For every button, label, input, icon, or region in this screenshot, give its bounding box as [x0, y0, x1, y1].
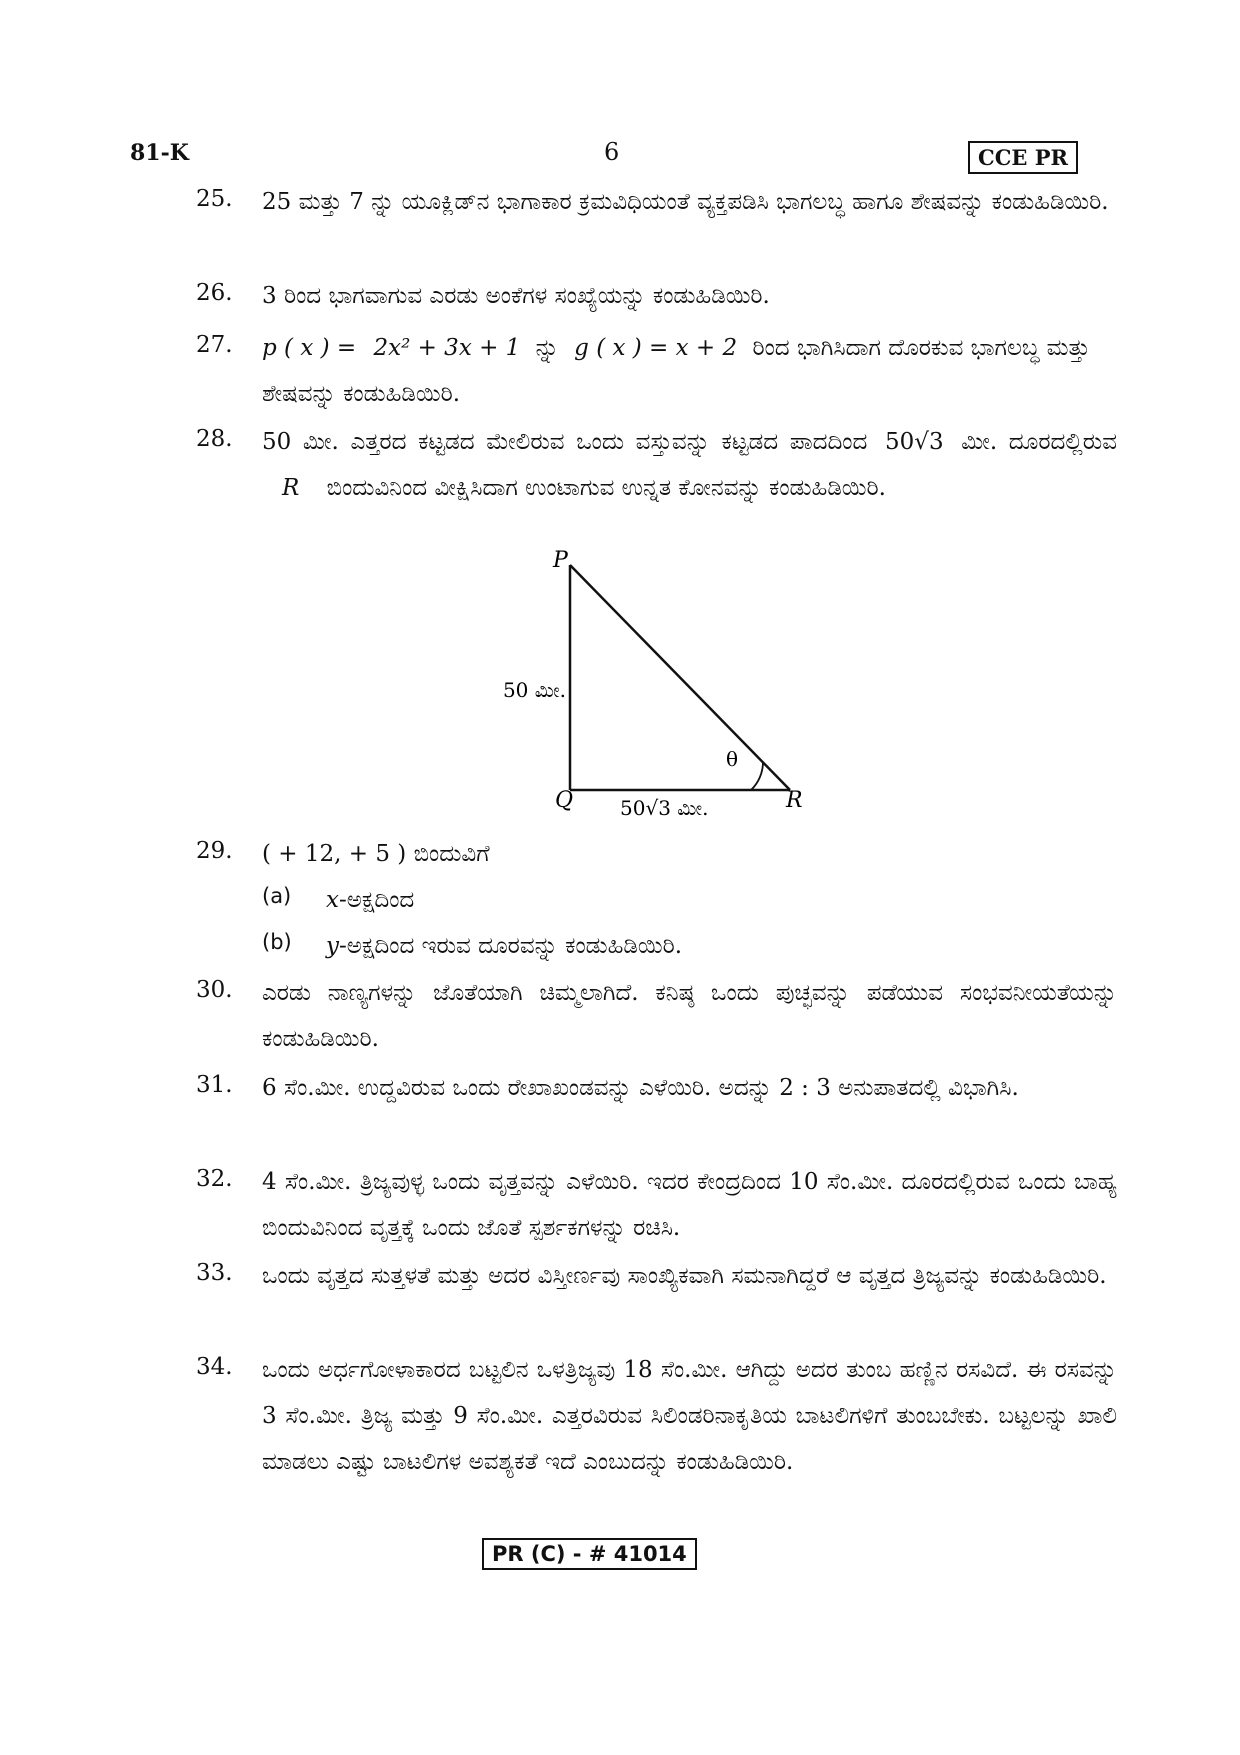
sub-part-text: y-ಅಕ್ಷದಿಂದ ಇರುವ ದೂರವನ್ನು ಕಂಡುಹಿಡಿಯಿರಿ.: [326, 933, 683, 959]
question-number: 26.: [196, 280, 233, 306]
sub-part-text: x-ಅಕ್ಷದಿಂದ: [326, 887, 415, 913]
question-number: 33.: [196, 1260, 233, 1286]
px-expression: p ( x ) =: [262, 335, 357, 361]
question-number: 30.: [196, 977, 233, 1003]
paper-code: 81-K: [130, 140, 189, 166]
height-label: 50 ಮೀ.: [502, 678, 566, 702]
question-text: 3 ರಿಂದ ಭಾಗವಾಗುವ ಎರಡು ಅಂಕೆಗಳ ಸಂಖ್ಯೆಯನ್ನು ಕಂಡುಹಿಡಿಯಿರಿ.: [262, 283, 770, 309]
question-number: 29.: [196, 838, 233, 864]
angle-arc: [751, 762, 763, 790]
question-text: 25 ಮತ್ತು 7 ನ್ನು ಯೂಕ್ಲಿಡ್‌ನ ಭಾಗಾಕಾರ ಕ್ರಮವಿಧಿಯಂತೆ ವ್ಯಕ್ತಪಡಿಸಿ ಭಾಗಲಬ್ಧ ಹಾಗೂ ಶೇಷವನ್ನು ಕಂಡುಹಿಡಿಯಿರಿ.: [262, 189, 1109, 215]
question-text: 6 ಸೆಂ.ಮೀ. ಉದ್ದವಿರುವ ಒಂದು ರೇಖಾಖಂಡವನ್ನು ಎಳೆಯಿರಿ. ಅದನ್ನು 2 : 3 ಅನುಪಾತದಲ್ಲಿ ವಿಭಾಗಿಸಿ.: [262, 1075, 1019, 1101]
base-label: 50√3 ಮೀ.: [620, 796, 709, 820]
distance-value: 50√3: [885, 429, 944, 455]
footer-code: PR (C) - # 41014: [482, 1538, 697, 1570]
question-number: 31.: [196, 1072, 233, 1098]
sub-part-label: (a): [262, 884, 292, 908]
point-r-label: R: [282, 475, 300, 501]
question-text: ಎರಡು ನಾಣ್ಯಗಳನ್ನು ಜೊತೆಯಾಗಿ ಚಿಮ್ಮಲಾಗಿದೆ. ಕನಿಷ್ಠ ಒಂದು ಪುಚ್ಛವನ್ನು ಪಡೆಯುವ ಸಂಭವನೀಯತೆಯನ್ನು ಕಂಡುಹಿಡಿಯಿರಿ.: [262, 980, 1117, 1052]
question-text: ಒಂದು ವೃತ್ತದ ಸುತ್ತಳತೆ ಮತ್ತು ಅದರ ವಿಸ್ತೀರ್ಣವು ಸಾಂಖ್ಯಿಕವಾಗಿ ಸಮನಾಗಿದ್ದರೆ ಆ ವೃತ್ತದ ತ್ರಿಜ್ಯವನ್ನು ಕಂಡುಹಿಡಿಯಿರಿ.: [262, 1263, 1107, 1289]
question-number: 28.: [196, 426, 233, 452]
page-number: 6: [604, 138, 620, 166]
question-number: 34.: [196, 1354, 233, 1380]
vertex-p-label: P: [553, 548, 568, 573]
question-number: 27.: [196, 332, 233, 358]
gx-expression: g ( x ) = x + 2: [574, 335, 738, 361]
question-text: 4 ಸೆಂ.ಮೀ. ತ್ರಿಜ್ಯವುಳ್ಳ ಒಂದು ವೃತ್ತವನ್ನು ಎಳೆಯಿರಿ. ಇದರ ಕೇಂದ್ರದಿಂದ 10 ಸೆಂ.ಮೀ. ದೂರದಲ್ಲಿರುವ ಒಂದು ಬಾಹ್ಯ ಬಿಂದುವಿನಿಂದ ವೃತ್ತಕ್ಕೆ ಒಂದು ಜೊತೆ ಸ್ಪರ್ಶಕಗಳನ್ನು ರಚಿಸಿ.: [262, 1169, 1117, 1241]
side-pr: [570, 565, 790, 790]
vertex-q-label: Q: [555, 788, 574, 813]
question-text: p ( x ) = 2x² + 3x + 1 ನ್ನು g ( x ) = x + 2 ರಿಂದ ಭಾಗಿಸಿದಾಗ ದೊರಕುವ ಭಾಗಲಬ್ಧ ಮತ್ತು ಶೇಷವನ್ನು ಕಂಡುಹಿಡಿಯಿರಿ.: [262, 335, 1090, 407]
cce-pr-badge: CCE PR: [968, 141, 1078, 174]
angle-theta-label: θ: [726, 747, 739, 771]
vertex-r-label: R: [786, 788, 803, 813]
triangle-figure: [480, 545, 840, 825]
px-polynomial: 2x² + 3x + 1: [373, 335, 521, 361]
sub-part-label: (b): [262, 930, 292, 954]
question-text: 50 ಮೀ. ಎತ್ತರದ ಕಟ್ಟಡದ ಮೇಲಿರುವ ಒಂದು ವಸ್ತುವನ್ನು ಕಟ್ಟಡದ ಪಾದದಿಂದ 50√3 ಮೀ. ದೂರದಲ್ಲಿರುವ R ಬಿಂದುವಿನಿಂದ ವೀಕ್ಷಿಸಿದಾಗ ಉಂಟಾಗುವ ಉನ್ನತ ಕೋನವನ್ನು ಕಂಡುಹಿಡಿಯಿರಿ.: [262, 429, 1117, 501]
question-text: ( + 12, + 5 ) ಬಿಂದುವಿಗೆ: [262, 841, 490, 867]
question-number: 32.: [196, 1166, 233, 1192]
question-text: ಒಂದು ಅರ್ಧಗೋಳಾಕಾರದ ಬಟ್ಟಲಿನ ಒಳತ್ರಿಜ್ಯವು 18 ಸೆಂ.ಮೀ. ಆಗಿದ್ದು ಅದರ ತುಂಬ ಹಣ್ಣಿನ ರಸವಿದೆ. ಈ ರಸವನ್ನು 3 ಸೆಂ.ಮೀ. ತ್ರಿಜ್ಯ ಮತ್ತು 9 ಸೆಂ.ಮೀ. ಎತ್ತರವಿರುವ ಸಿಲಿಂಡರಿನಾಕೃತಿಯ ಬಾಟಲಿಗಳಿಗೆ ತುಂಬಬೇಕು. ಬಟ್ಟಲನ್ನು ಖಾಲಿ ಮಾಡಲು ಎಷ್ಟು ಬಾಟಲಿಗಳ ಅವಶ್ಯಕತೆ ಇದೆ ಎಂಬುದನ್ನು ಕಂಡುಹಿಡಿಯಿರಿ.: [262, 1357, 1117, 1475]
question-number: 25.: [196, 186, 233, 212]
